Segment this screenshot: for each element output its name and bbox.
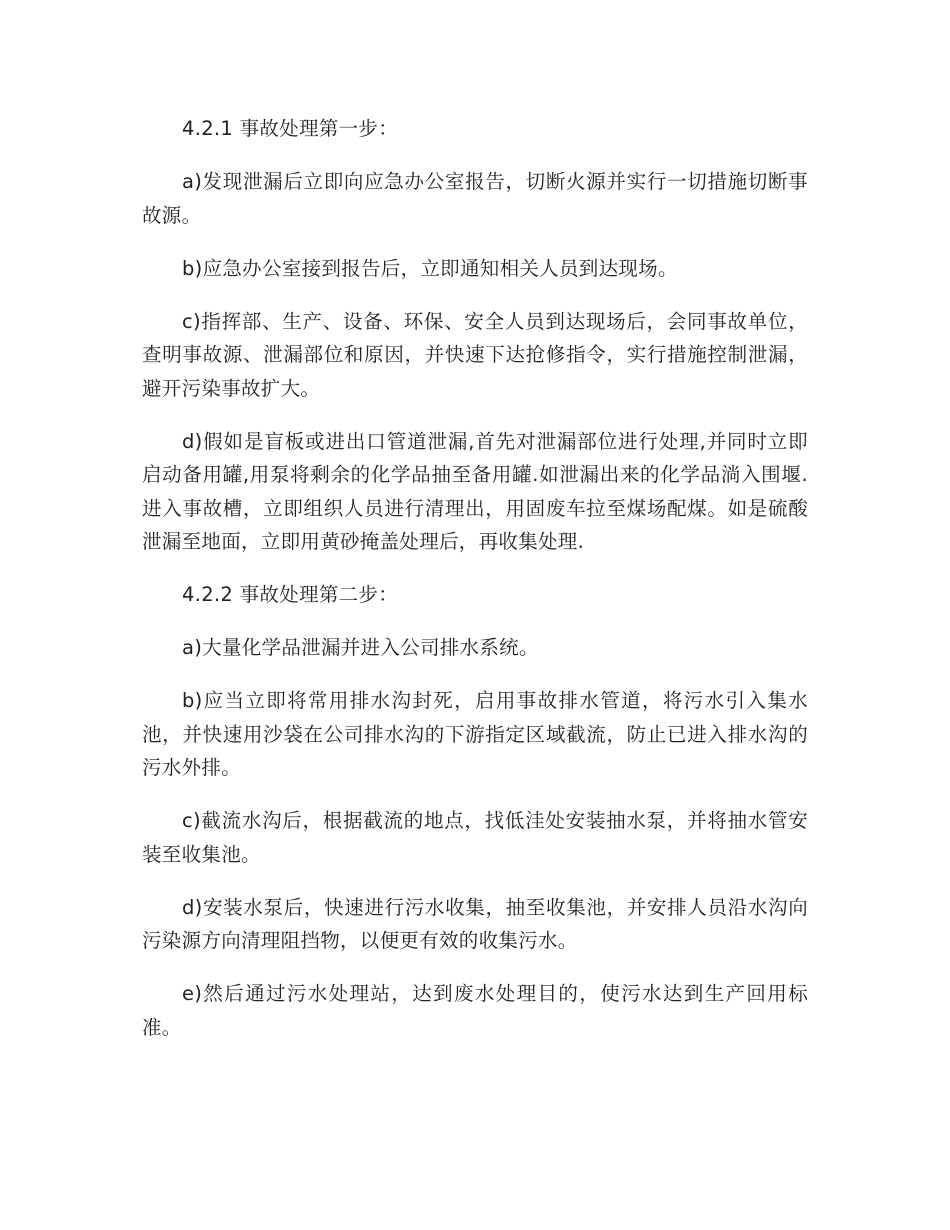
paragraph-step2-e: e)然后通过污水处理站，达到废水处理目的，使污水达到生产回用标准。 — [142, 982, 808, 1039]
paragraph-step2-a: a)大量化学品泄漏并进入公司排水系统。 — [182, 636, 539, 659]
paragraph-step2-b: b)应当立即将常用排水沟封死，启用事故排水管道，将污水引入集水池，并快速用沙袋在公司排水沟的下游指定区域截流，防止已进入排水沟的污水外排。 — [142, 689, 808, 779]
paragraph-step2-c: c)截流水沟后，根据截流的地点，找低洼处安装抽水泵，并将抽水管安装至收集池。 — [142, 809, 808, 866]
section-heading-4-2-1: 4.2.1 事故处理第一步： — [182, 117, 399, 140]
paragraph-step1-d: d)假如是盲板或进出口管道泄漏,首先对泄漏部位进行处理,并同时立即启动备用罐,用泵将剩余的化学品抽至备用罐.如泄漏出来的化学品淌入围堰.进入事故槽，立即组织人员进行清理出，用固废车拉至煤场配煤。如是硫酸泄漏至地面，立即用黄砂掩盖处理后，再收集处理. — [142, 429, 808, 553]
paragraph-step1-b: b)应急办公室接到报告后，立即通知相关人员到达现场。 — [182, 256, 678, 280]
paragraph-step1-a: a)发现泄漏后立即向应急办公室报告，切断火源并实行一切措施切断事故源。 — [142, 170, 808, 227]
section-heading-4-2-2: 4.2.2 事故处理第二步： — [182, 583, 399, 606]
document-body — [142, 112, 808, 1044]
paragraph-step1-c: c)指挥部、生产、设备、环保、安全人员到达现场后，会同事故单位，查明事故源、泄漏部位和原因，并快速下达抢修指令，实行措施控制泄漏，避开污染事故扩大。 — [142, 309, 808, 400]
paragraph-step2-d: d)安装水泵后，快速进行污水收集，抽至收集池，并安排人员沿水沟向污染源方向清理阻挡物，以便更有效的收集污水。 — [142, 895, 808, 952]
